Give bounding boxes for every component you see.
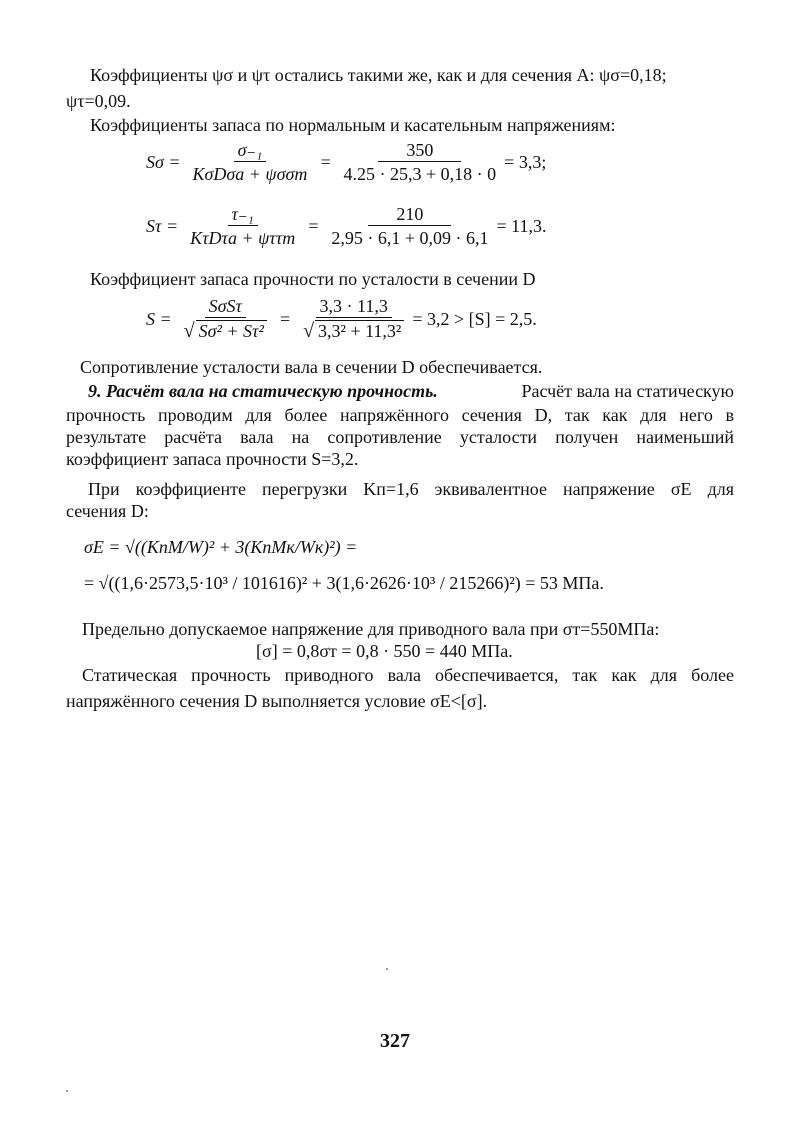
eq-numerator: SσSτ xyxy=(205,296,246,318)
text-line-fatigue-safety: Коэффициент запаса прочности по усталости в сечении D xyxy=(90,269,536,289)
paragraph-line: напряжённого сечения D выполняется условие σЕ<[σ]. xyxy=(66,691,488,711)
paragraph-line: При коэффициенте перегрузки Kп=1,6 эквивалентное напряжение σЕ для xyxy=(88,479,734,499)
page-number: 327 xyxy=(380,1030,410,1052)
scan-speck xyxy=(66,1090,68,1092)
eq-denominator-values: 4.25 · 25,3 + 0,18 · 0 xyxy=(343,164,497,184)
equation-sigma-e-values: = √((1,6·2573,5·10³ / 101616)² + 3(1,6·2626·10³ / 215266)²) = 53 МПа. xyxy=(84,573,604,593)
eq-numerator-values: 3,3 · 11,3 xyxy=(316,296,392,318)
section-9-text-start: Расчёт вала на статическую xyxy=(521,381,734,401)
equation-s-sigma: Sσ = $\frac{\text{σ₋₁}}{\text{KσDσa + ψσσm}}$ = $\frac{350}{4.25 \cdot 25,3 + 0,18 \cdot 0}$ = 3,3; xyxy=(146,140,547,184)
eq-lhs: Sσ = xyxy=(146,152,181,172)
paragraph-line: коэффициент запаса прочности S=3,2. xyxy=(66,449,359,469)
eq-lhs: Sτ = xyxy=(146,216,179,236)
eq-result: = 3,2 > [S] = 2,5. xyxy=(412,308,537,329)
eq-denominator-values: 2,95 · 6,1 + 0,09 · 6,1 xyxy=(331,228,489,248)
equation-sigma-e-formula: σЕ = √((KпM/W)² + 3(KпMк/Wк)²) = xyxy=(84,537,358,557)
equation-s-tau: Sτ = $\frac{\text{τ₋₁}}{\text{KτDτa + ψττm}}$ = $\frac{210}{2,95 \cdot 6,1 + 0,09 \cdot 6,1}$ = 11,3. xyxy=(146,204,547,248)
text-line-allowable: Предельно допускаемое напряжение для приводного вала при σт=550МПа: xyxy=(82,619,660,639)
scan-speck xyxy=(386,968,388,970)
section-9-heading-line xyxy=(88,380,734,402)
paragraph-line: сечения D: xyxy=(66,501,149,521)
eq-denominator-values: 3,3² + 11,3² xyxy=(315,320,404,341)
eq-numerator-values: 210 xyxy=(368,204,451,226)
eq-lhs: S = xyxy=(146,308,172,329)
eq-numerator-values: 350 xyxy=(378,140,461,162)
eq-numerator: τ₋₁ xyxy=(228,204,258,226)
equation-s-total: S = $\frac{\text{SσSτ}}{\text{√ Sσ² + Sτ²}}$ = $\frac{3,3 \cdot 11,3}{\text{√ 3,3² + 11,3²}}$ = 3,2 > [S] = 2,5. xyxy=(146,296,537,342)
paragraph-line: прочность проводим для более напряжённого сечения D, так как для него в xyxy=(66,405,734,425)
eq-denominator: KσDσa + ψσσm xyxy=(192,164,308,184)
paragraph-line: результате расчёта вала на сопротивление усталости получен наименьший xyxy=(66,427,734,447)
text-line-fatigue-ok: Сопротивление усталости вала в сечении D обеспечивается. xyxy=(80,357,543,377)
section-9-title: 9. Расчёт вала на статическую прочность. xyxy=(88,381,438,401)
eq-result: = 3,3; xyxy=(504,152,547,172)
eq-result: = 11,3. xyxy=(496,216,547,236)
paragraph-line: Статическая прочность приводного вала обеспечивается, так как для более xyxy=(82,665,734,685)
text-line-safety-intro: Коэффициенты запаса по нормальным и касательным напряжениям: xyxy=(90,115,616,135)
eq-denominator: Sσ² + Sτ² xyxy=(196,320,267,341)
eq-numerator: σ₋₁ xyxy=(234,140,267,162)
equation-allowable-stress: [σ] = 0,8σт = 0,8 · 550 = 440 МПа. xyxy=(256,641,513,661)
text-line-coefficients: Коэффициенты ψσ и ψτ остались такими же, как и для сечения А: ψσ=0,18; xyxy=(90,65,667,85)
text-line-psi-tau: ψτ=0,09. xyxy=(66,91,131,111)
eq-denominator: KτDτa + ψττm xyxy=(190,228,296,248)
